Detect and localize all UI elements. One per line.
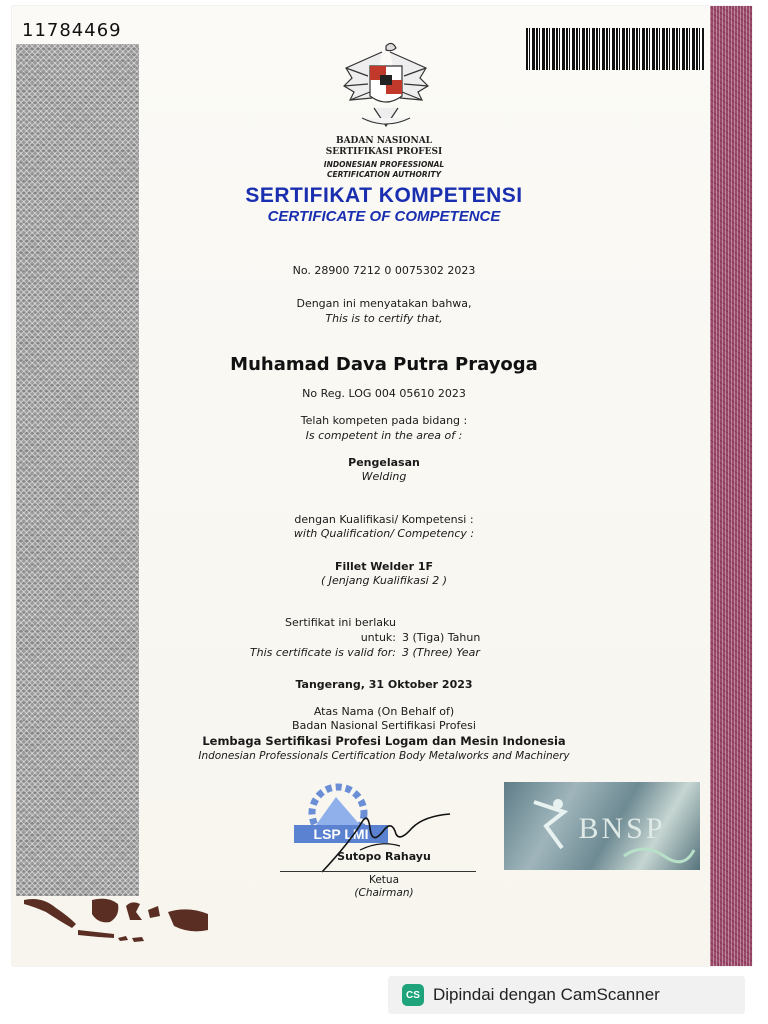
serial-number: 11784469 — [22, 20, 122, 41]
qualification-value: Fillet Welder 1F — [334, 560, 434, 573]
validity-block — [248, 615, 480, 660]
validity-label-en: This certificate is valid for: — [249, 646, 396, 659]
qualification-label-en: with Qualification/ Competency : — [293, 527, 475, 540]
signer-name: Sutopo Rahayu — [337, 850, 431, 863]
signature-line — [280, 871, 476, 872]
issuer-name-en: INDONESIAN PROFESSIONAL CERTIFICATION AUTHORITY — [323, 160, 445, 179]
signature-icon — [300, 802, 460, 882]
competency-field-id: Pengelasan — [348, 456, 420, 469]
registration-number: No Reg. LOG 004 05610 2023 — [302, 387, 466, 400]
camscanner-watermark — [388, 976, 745, 1014]
lsp-logo-text: LSP LMI — [313, 826, 369, 842]
declaration-id: Dengan ini menyatakan bahwa, — [296, 297, 472, 310]
indonesia-map-icon — [22, 890, 212, 946]
certification-body-id: Lembaga Sertifikasi Profesi Logam dan Mesin Indonesia — [202, 734, 566, 748]
declaration-en: This is to certify that, — [325, 312, 443, 325]
on-behalf-label: Atas Nama (On Behalf of) — [313, 705, 455, 718]
issuer-name-id: BADAN NASIONAL SERTIFIKASI PROFESI — [325, 136, 443, 157]
hologram-text: BNSP — [578, 812, 666, 845]
validity-value-en: 3 (Three) Year — [402, 646, 480, 659]
qualification-level: ( Jenjang Kualifikasi 2 ) — [320, 574, 448, 587]
certificate-number: No. 28900 7212 0 0075302 2023 — [292, 264, 476, 277]
holder-name: Muhamad Dava Putra Prayoga — [230, 354, 538, 375]
camscanner-label: Dipindai dengan CamScanner — [433, 985, 660, 1004]
authority-name: Badan Nasional Sertifikasi Profesi — [292, 719, 476, 732]
certificate-title-id: SERTIFIKAT KOMPETENSI — [245, 184, 523, 207]
signer-role-en: (Chairman) — [354, 887, 414, 899]
validity-value-id: 3 (Tiga) Tahun — [402, 631, 481, 644]
competency-field-en: Welding — [361, 470, 407, 483]
barcode-icon — [526, 28, 704, 70]
competent-label-id: Telah kompeten pada bidang : — [300, 414, 468, 427]
certificate-title-en: CERTIFICATE OF COMPETENCE — [267, 208, 501, 225]
place-and-date: Tangerang, 31 Oktober 2023 — [295, 678, 473, 691]
signer-role-id: Ketua — [368, 874, 400, 886]
qualification-label-id: dengan Kualifikasi/ Kompetensi : — [294, 513, 474, 526]
camscanner-icon: CS — [402, 984, 424, 1006]
validity-label-id: Sertifikat ini berlaku untuk: — [285, 616, 396, 644]
competent-label-en: Is competent in the area of : — [305, 429, 463, 442]
garuda-emblem-icon — [338, 38, 434, 138]
certification-body-en: Indonesian Professionals Certification Body Metalworks and Machinery — [198, 750, 570, 762]
